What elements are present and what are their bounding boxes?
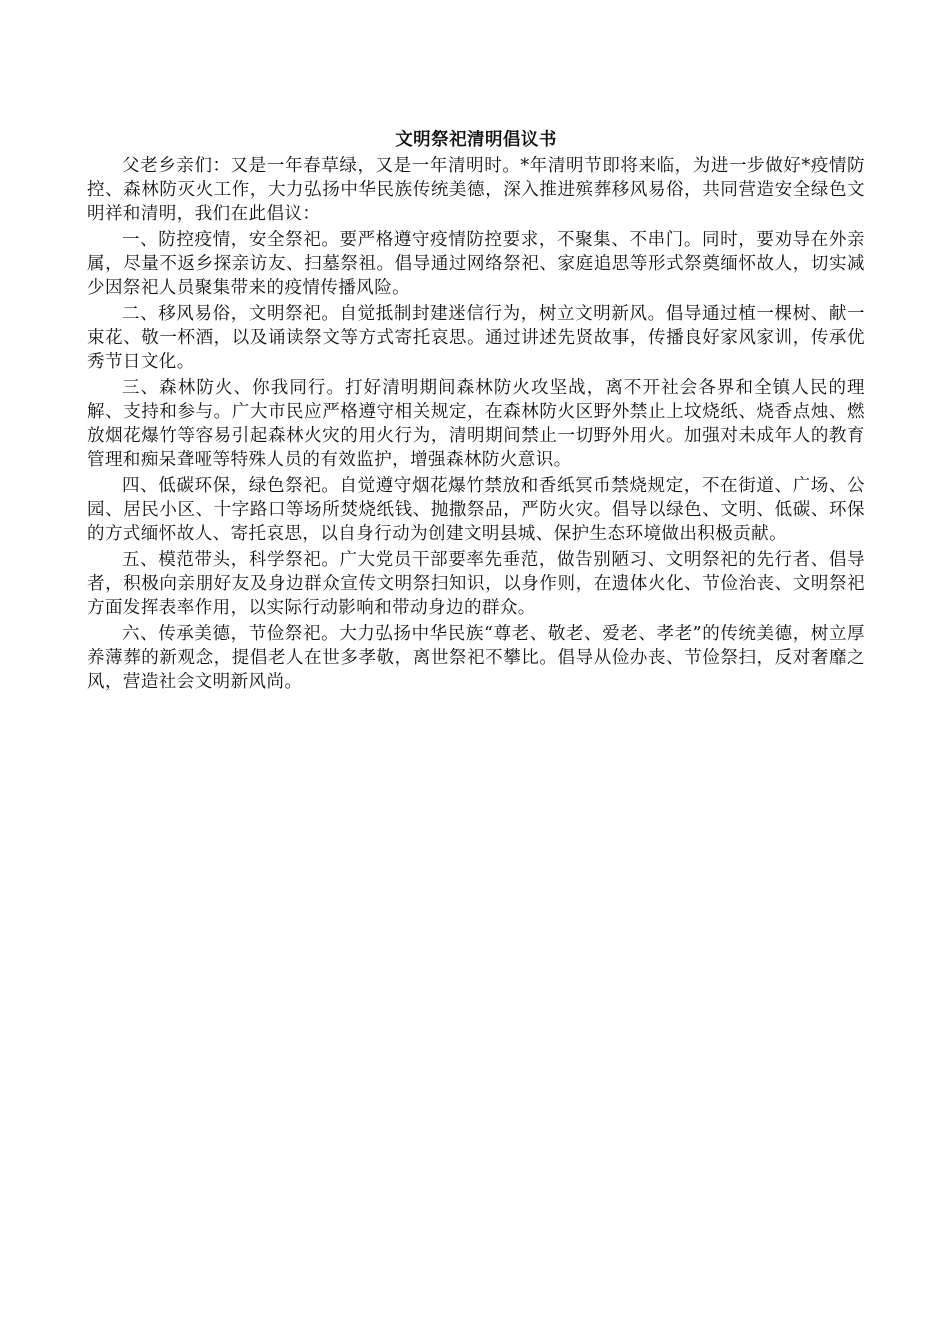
paragraph-frugal-sacrifice: 六、传承美德，节俭祭祀。大力弘扬中华民族“尊老、敬老、爱老、孝老”的传统美德，树立厚养薄葬的新观念，提倡老人在世多孝敬，离世祭祀不攀比。倡导从俭办丧、节俭祭扫，反对奢靡之风，营造社会文明新风尚。	[87, 624, 865, 692]
paragraph-salutation: 父老乡亲们：又是一年春草绿，又是一年清明时。*年清明节即将来临，为进一步做好*疫情防控、森林防灭火工作，大力弘扬中华民族传统美德，深入推进殡葬移风易俗，共同营造安全绿色文明祥和清明，我们在此倡议：	[87, 156, 865, 224]
paragraph-low-carbon: 四、低碳环保，绿色祭祀。自觉遵守烟花爆竹禁放和香纸冥币禁烧规定，不在街道、广场、公园、居民小区、十字路口等场所焚烧纸钱、抛撒祭品，严防火灾。倡导以绿色、文明、低碳、环保的方式缅怀故人、寄托哀思，以自身行动为创建文明县城、保护生态环境做出积极贡献。	[87, 476, 865, 544]
paragraph-party-example: 五、模范带头，科学祭祀。广大党员干部要率先垂范，做告别陋习、文明祭祀的先行者、倡导者，积极向亲朋好友及身边群众宣传文明祭扫知识，以身作则，在遗体火化、节俭治丧、文明祭祀方面发挥表率作用，以实际行动影响和带动身边的群众。	[87, 550, 865, 618]
paragraph-epidemic-prevention: 一、防控疫情，安全祭祀。要严格遵守疫情防控要求，不聚集、不串门。同时，要劝导在外亲属，尽量不返乡探亲访友、扫墓祭祖。倡导通过网络祭祀、家庭追思等形式祭奠缅怀故人，切实减少因祭祀人员聚集带来的疫情传播风险。	[87, 230, 865, 298]
document-page	[87, 128, 865, 696]
paragraph-civilized-customs: 二、移风易俗，文明祭祀。自觉抵制封建迷信行为，树立文明新风。倡导通过植一棵树、献一束花、敬一杯酒，以及诵读祭文等方式寄托哀思。通过讲述先贤故事，传播良好家风家训，传承优秀节日文化。	[87, 304, 865, 372]
paragraph-forest-fire-prevention: 三、森林防火、你我同行。打好清明期间森林防火攻坚战，离不开社会各界和全镇人民的理解、支持和参与。广大市民应严格遵守相关规定，在森林防火区野外禁止上坟烧纸、烧香点烛、燃放烟花爆竹等容易引起森林火灾的用火行为，清明期间禁止一切野外用火。加强对未成年人的教育管理和痴呆聋哑等特殊人员的有效监护，增强森林防火意识。	[87, 378, 865, 470]
document-title: 文明祭祀清明倡议书	[395, 130, 557, 150]
